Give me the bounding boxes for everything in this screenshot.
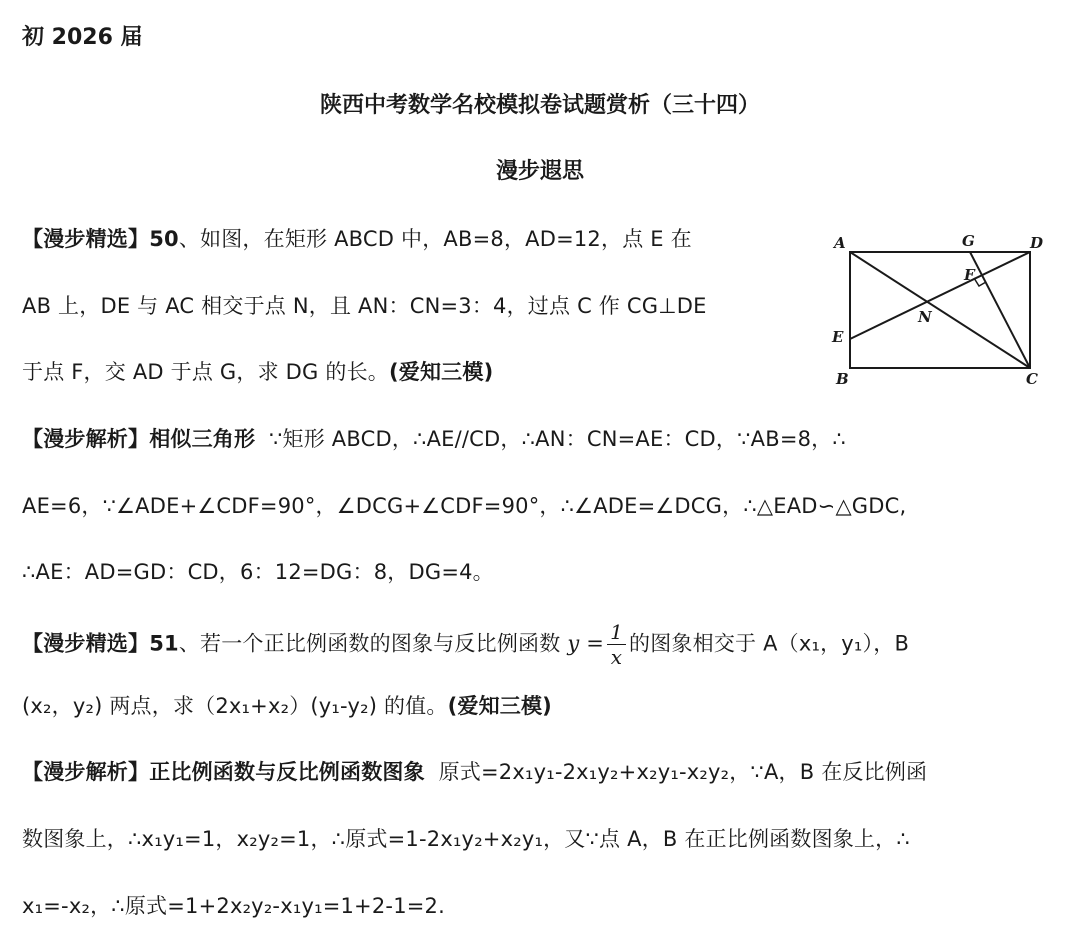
problem-51-line-2 — [22, 690, 552, 720]
fraction-numerator: 1 — [607, 620, 626, 645]
solution-50-text-1: ∵矩形 ABCD，∴AE//CD，∴AN：CN=AE：CD，∵AB=8，∴ — [268, 427, 846, 451]
solution-51-tag: 【漫步解析】 — [22, 760, 150, 784]
fraction-denominator: x — [610, 645, 623, 669]
problem-50-line-2: AB 上，DE 与 AC 相交于点 N，且 AN：CN=3：4，过点 C 作 CG⊥DE — [22, 294, 707, 318]
fraction-one-over-x — [607, 620, 626, 669]
label-f: F — [964, 266, 975, 284]
problem-50-line-3 — [22, 356, 493, 386]
label-e: E — [832, 328, 844, 346]
label-d: D — [1030, 234, 1044, 252]
problem-51-text-2: (x₂，y₂) 两点，求（2x₁+x₂）(y₁-y₂) 的值。 — [22, 694, 448, 718]
problem-50-source: (爱知三模) — [388, 360, 494, 384]
rectangle-figure — [828, 226, 1058, 394]
grade-label: 初 2026 届 — [22, 25, 143, 50]
page-subtitle: 漫步遐思 — [495, 159, 584, 184]
solution-51-topic: 正比例函数与反比例函数图象 — [149, 760, 425, 784]
problem-50-number: 50 — [149, 227, 179, 251]
function-y-equals: y = — [567, 631, 605, 656]
problem-51-text-after: 的图象相交于 A（x₁，y₁），B — [629, 631, 910, 656]
label-b: B — [836, 370, 849, 388]
solution-50-line-3: ∴AE：AD=GD：CD，6：12=DG：8，DG=4。 — [22, 560, 494, 584]
label-c: C — [1026, 370, 1038, 388]
problem-51-tag: 【漫步精选】 — [22, 631, 150, 656]
solution-50-topic: 相似三角形 — [149, 427, 256, 451]
solution-50-line-2: AE=6，∵∠ADE+∠CDF=90°，∠DCG+∠CDF=90°，∴∠ADE=∠DCG，∴△EAD∽△GDC, — [22, 494, 907, 518]
solution-51-line-1 — [22, 756, 927, 786]
problem-51-number: 51 — [149, 631, 179, 656]
problem-51-source: (爱知三模) — [447, 694, 552, 718]
problem-50-text-3: 于点 F，交 AD 于点 G，求 DG 的长。 — [22, 360, 389, 384]
page-title: 陕西中考数学名校模拟卷试题赏析（三十四） — [319, 93, 760, 118]
solution-51-text-1: 原式=2x₁y₁-2x₁y₂+x₂y₁-x₂y₂，∵A，B 在反比例函 — [438, 760, 928, 784]
segment-de — [850, 252, 1030, 339]
problem-50-line-1 — [22, 223, 692, 253]
segment-cg — [970, 252, 1030, 368]
solution-51-line-2: 数图象上，∴x₁y₁=1，x₂y₂=1，∴原式=1-2x₁y₂+x₂y₁，又∵点 A，B 在正比例函数图象上，∴ — [22, 827, 910, 851]
solution-50-line-1 — [22, 423, 846, 453]
problem-50-text-1: 、如图，在矩形 ABCD 中，AB=8，AD=12，点 E 在 — [178, 227, 692, 251]
label-n: N — [918, 308, 932, 326]
problem-51-line-1 — [22, 620, 909, 669]
problem-51-text-before: 、若一个正比例函数的图象与反比例函数 — [178, 631, 561, 656]
problem-50-tag: 【漫步精选】 — [22, 227, 150, 251]
solution-50-tag: 【漫步解析】 — [22, 427, 150, 451]
label-g: G — [962, 232, 975, 250]
label-a: A — [834, 234, 846, 252]
diagonal-ac — [850, 252, 1030, 368]
solution-51-line-3: x₁=-x₂，∴原式=1+2x₂y₂-x₁y₁=1+2-1=2. — [22, 894, 445, 918]
